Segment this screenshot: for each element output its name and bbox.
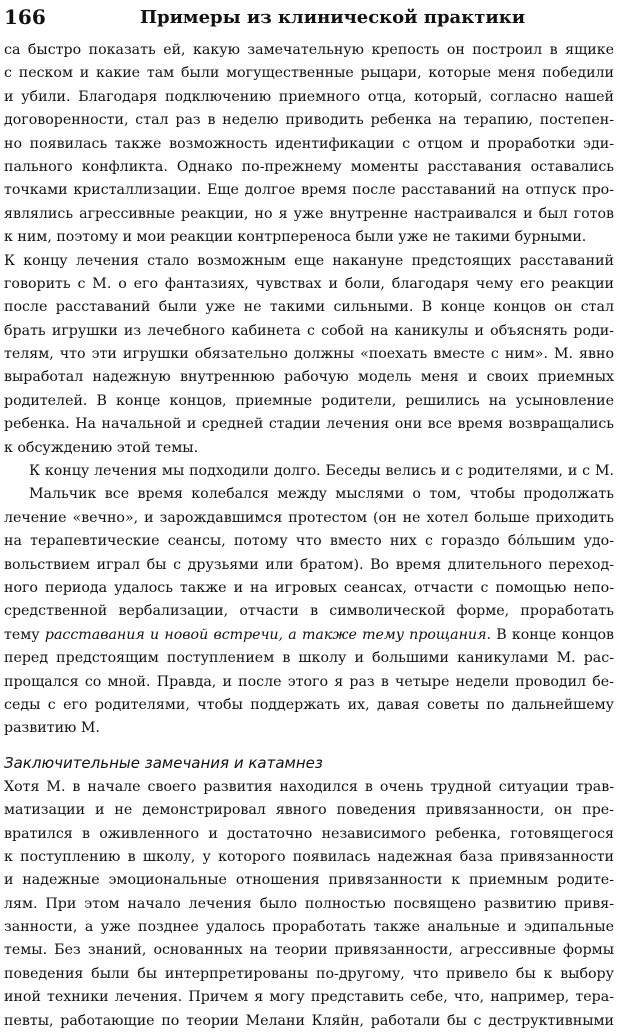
- text-line: матизации и не демонстрировал явного поведения привязанности, он пре-: [4, 802, 614, 819]
- text-line: брать игрушки из лечебного кабинета с собой на каникулы и объяснять роди-: [4, 322, 614, 339]
- page-header: [4, 4, 614, 36]
- page-number: 166: [4, 5, 46, 29]
- text-line: темы. Без знаний, основанных на теории привязанности, агрессивные формы: [4, 942, 614, 959]
- text-line: са быстро показать ей, какую замечательную крепость он построил в ящике: [4, 42, 614, 58]
- text-line: к поступлению в школу, у которого появилась надежная база привязанности: [4, 848, 614, 865]
- text-line: перед предстоящим поступлением в школу и большими каникулами М. рас-: [4, 650, 614, 667]
- text-line: К концу лечения стало возможным еще накануне предстоящих расставаний: [4, 252, 614, 269]
- text-line: иной техники лечения. Причем я могу представить себе, что, например, тера-: [4, 989, 614, 1006]
- text-line: являлись агрессивные реакции, но я уже внутренне настраивался и был готов: [4, 205, 614, 222]
- text-line: Хотя М. в начале своего развития находился в очень трудной ситуации трав-: [4, 778, 614, 795]
- text-line: к обсуждению этой темы.: [4, 439, 199, 456]
- text-line: певты, работающие по теории Мелани Кляйн, работали бы с деструктивными: [4, 1012, 614, 1029]
- text-line: телям, что эти игрушки обязательно должны «поехать вместе с ним». М. явно: [4, 346, 614, 363]
- text-line: занности, а уже позднее удалось проработать также анальные и эдипальные: [4, 919, 614, 936]
- text-line: с песком и какие там были могущественные рыцари, которые меня победили: [4, 65, 614, 82]
- text-line: средственной вербализации, отчасти в символической форме, проработать: [4, 603, 614, 620]
- text-line: развитию М.: [4, 720, 100, 737]
- book-page: [4, 0, 614, 1029]
- body-text: [4, 39, 614, 1033]
- text-line: родителей. В конце концов, приемные родители, решились на усыновление: [4, 392, 614, 409]
- text-line: и убили. Благодаря подключению приемного отца, который, согласно нашей: [4, 88, 614, 105]
- text-line: говорить с М. о его фантазиях, чувствах и боли, благодаря чему его реакции: [4, 275, 614, 292]
- text-line: прощался со мной. Правда, и после этого я раз в четыре недели проводил бе-: [4, 673, 614, 690]
- text-line: лям. При этом начало лечения было полностью посвящено развитию привя-: [4, 895, 614, 912]
- text-line: ребенка. На начальной и средней стадии лечения они все время возвращались: [4, 416, 614, 433]
- text-line: и надежные эмоциональные отношения привязанности к приемным родите-: [4, 872, 614, 889]
- text-line: после расставаний были уже не такими сильными. В конце концов он стал: [4, 299, 614, 316]
- text-line: пального конфликта. Однако по-прежнему моменты расставания оставались: [4, 158, 614, 175]
- text-line: Мальчик все время колебался между мыслями о том, чтобы продолжать: [29, 486, 614, 503]
- italic-emphasis: расставания и новой встречи, а также тему прощания: [44, 626, 487, 643]
- text-run: . В конце концов: [486, 626, 614, 643]
- text-line: договоренности, стал раз в неделю приводить ребенка на терапию, постепен-: [4, 112, 614, 129]
- paragraph-2: [4, 460, 614, 741]
- text-line: но появилась также возможность идентификации с отцом и проработки эди-: [4, 135, 614, 152]
- text-line: к ним, поэтому и мои реакции контрпереноса были уже не такими бурными.: [4, 229, 587, 246]
- text-line: седы с его родителями, чтобы поддержать их, давая советы по дальнейшему: [4, 696, 614, 713]
- running-title: Примеры из клинической практики: [140, 7, 526, 28]
- paragraph-3: [4, 776, 614, 1033]
- text-run: тему: [4, 626, 45, 643]
- text-line: на терапевтические сеансы, потому что вместо них с гораздо бо́льшим удо-: [4, 533, 614, 550]
- paragraph-1: [4, 39, 614, 460]
- text-line: точками кристаллизации. Еще долгое время после расставаний на отпуск про-: [4, 182, 614, 199]
- text-line: ного периода удалось также и на игровых сеансах, отчасти с помощью непо-: [4, 579, 614, 596]
- section-heading: Заключительные замечания и катамнез: [4, 753, 323, 772]
- text-line: вольствием играл бы с друзьями или братом). Во время длительного переход-: [4, 556, 614, 573]
- text-line: поведения были бы интерпретированы по-другому, что привело бы к выбору: [4, 965, 614, 982]
- text-line: вратился в оживленного и достаточно независимого ребенка, готовящегося: [4, 825, 614, 842]
- text-line: К концу лечения мы подходили долго. Беседы велись и с родителями, и с М.: [29, 463, 614, 480]
- text-line: выработал надежную внутреннюю рабочую модель меня и своих приемных: [4, 369, 614, 386]
- text-line-with-italic: [4, 624, 614, 647]
- text-line: лечение «вечно», и зарождавшимся протестом (он не хотел больше приходить: [4, 509, 614, 526]
